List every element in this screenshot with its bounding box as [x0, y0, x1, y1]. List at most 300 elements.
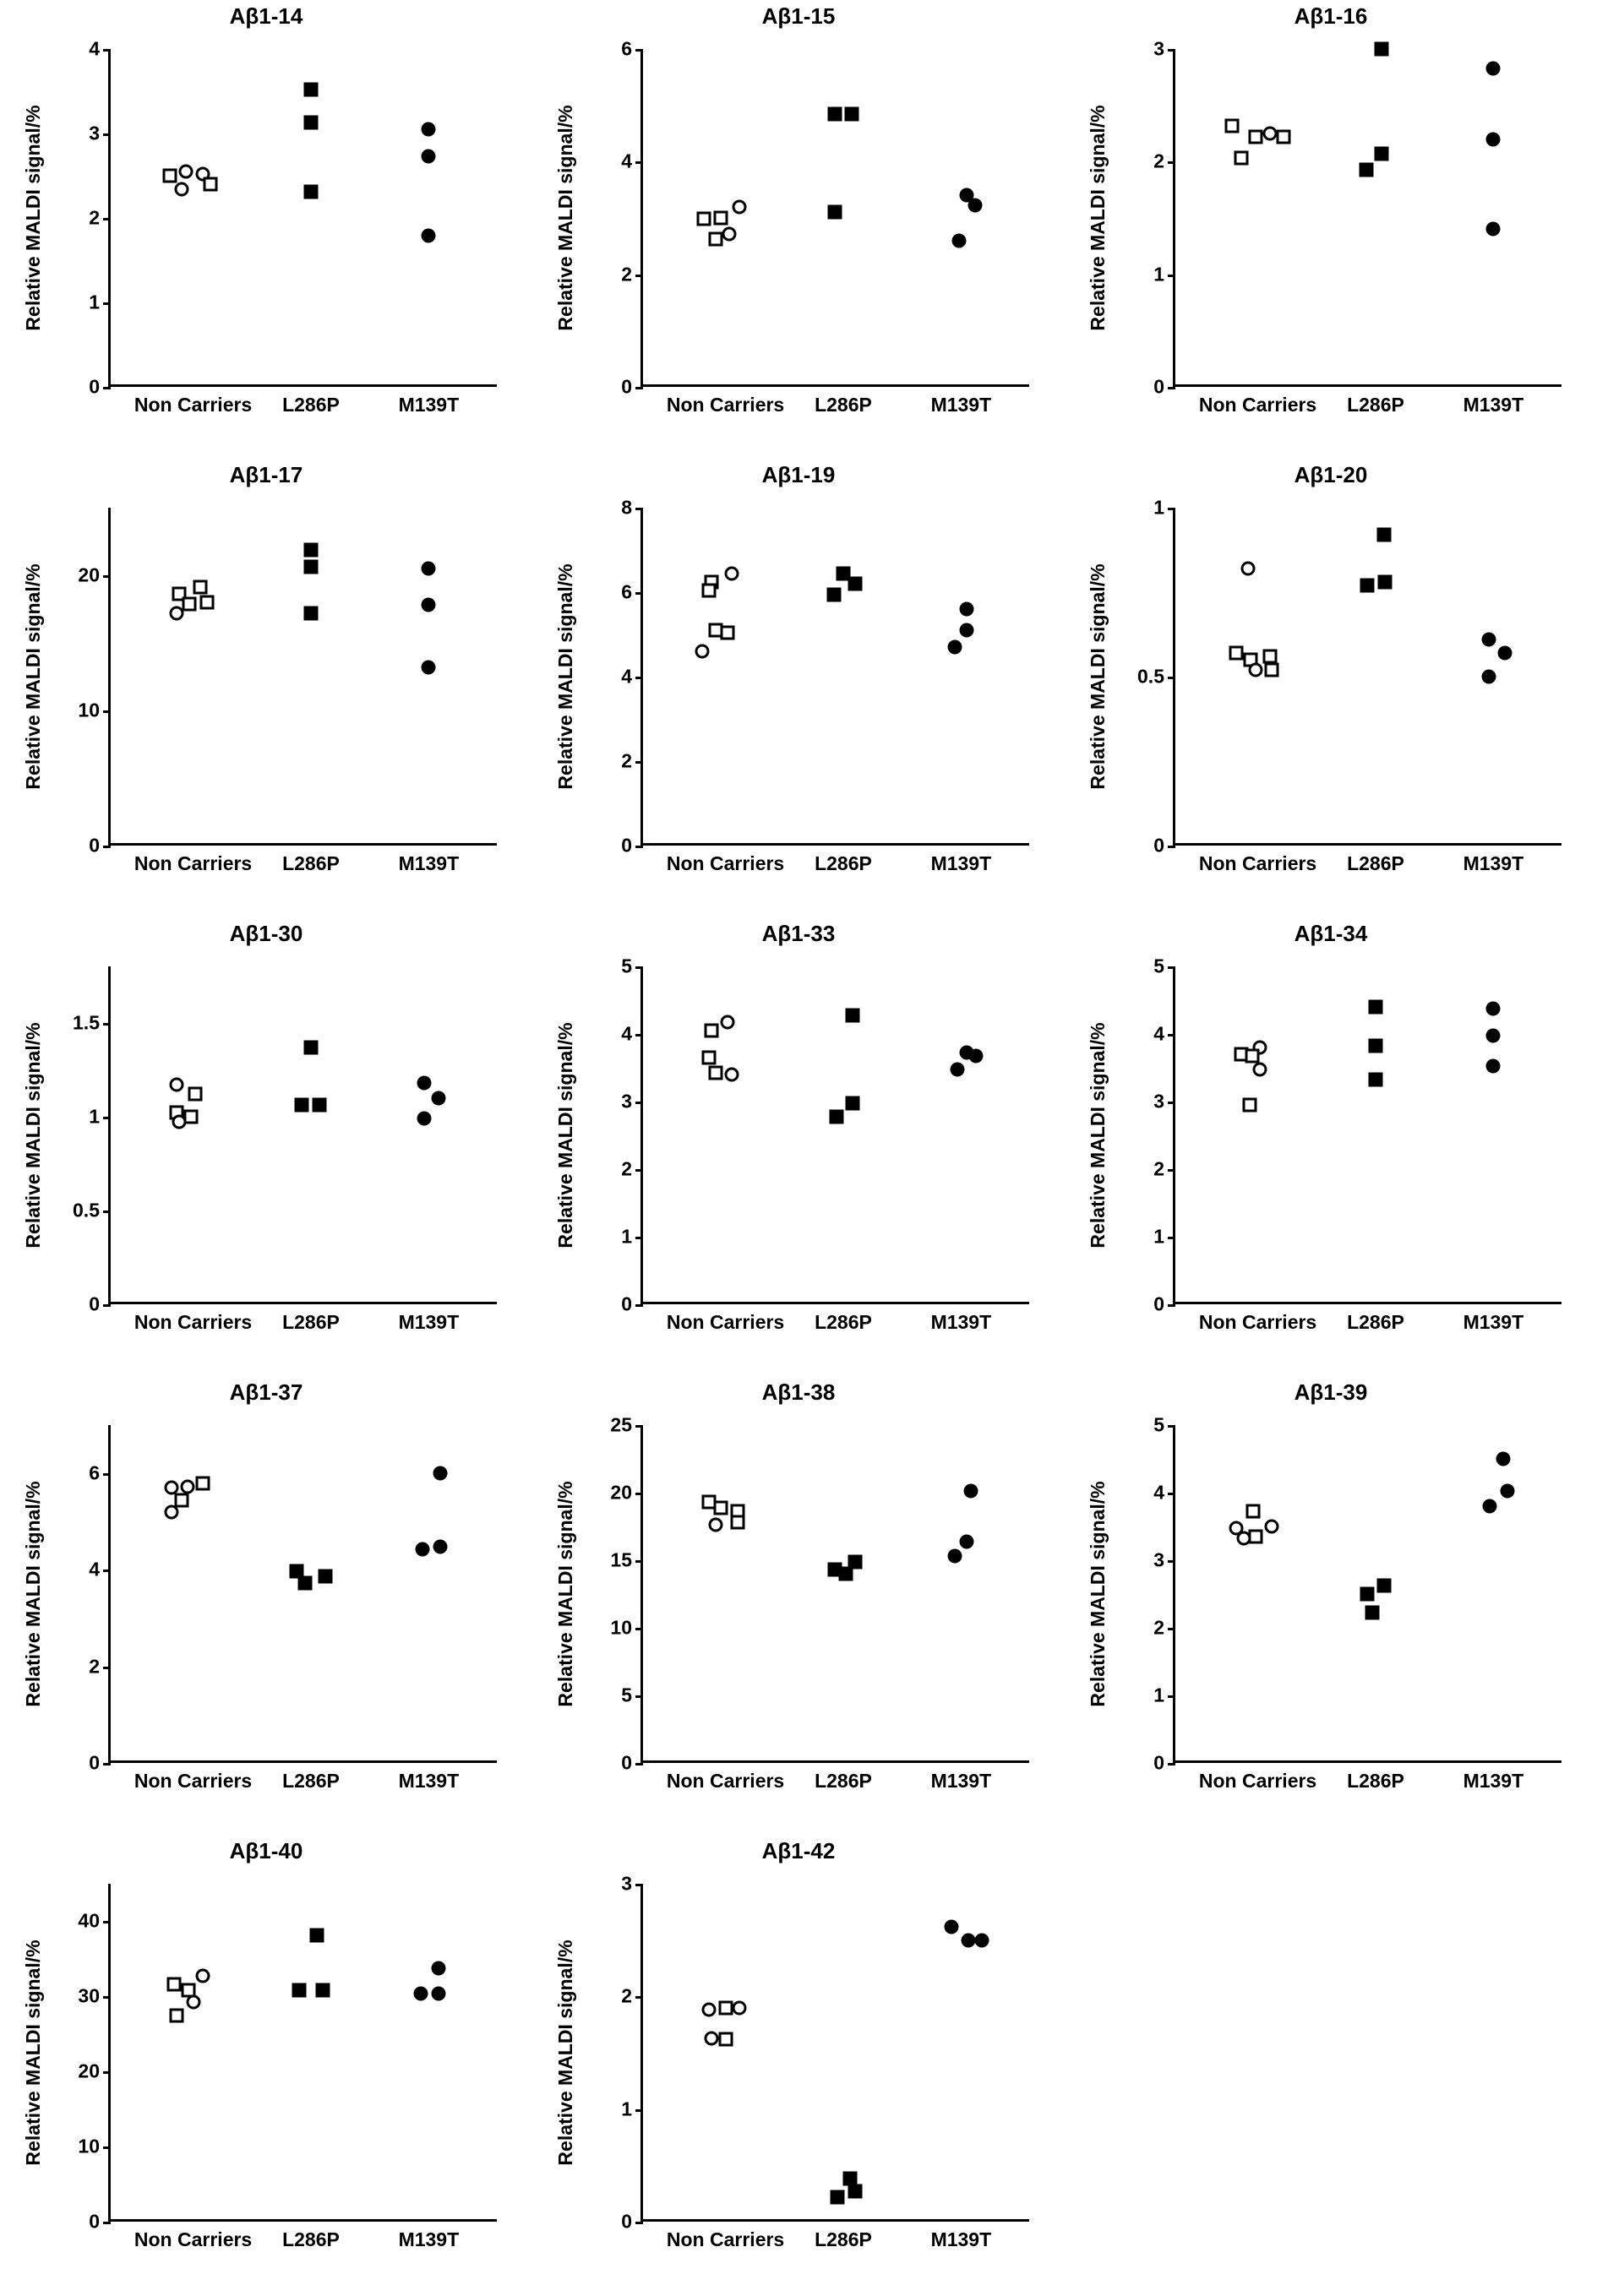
x-tick-label-1: Non Carriers [1198, 1770, 1317, 1792]
y-tick [635, 1169, 643, 1172]
data-point [303, 185, 318, 199]
data-point [1365, 1606, 1379, 1620]
data-point [1235, 151, 1249, 166]
y-tick-label: 0 [89, 1751, 100, 1774]
data-point [1360, 579, 1375, 593]
x-tick-label-2: L286P [1347, 1311, 1404, 1333]
y-tick [635, 1102, 643, 1104]
x-tick-label-2: L286P [282, 1311, 340, 1333]
y-tick-label: 3 [1153, 37, 1164, 60]
y-tick [103, 2071, 111, 2074]
y-tick-label: 1 [1153, 496, 1164, 519]
axes [1153, 1413, 1562, 1792]
data-point [963, 1484, 978, 1499]
data-point [431, 1961, 445, 1975]
data-point [1374, 147, 1388, 161]
data-point [1265, 1520, 1279, 1534]
data-point [848, 577, 862, 591]
data-point [1496, 1452, 1510, 1466]
axes [89, 1425, 497, 1792]
data-point [422, 660, 436, 674]
data-point [174, 1493, 188, 1507]
y-tick-label: 1 [1153, 263, 1164, 286]
data-point [303, 560, 318, 574]
data-point [195, 1969, 210, 1983]
data-point [162, 169, 177, 183]
x-tick-label-2: L286P [815, 852, 872, 874]
y-tick [1168, 1493, 1175, 1495]
y-tick-label: 5 [1153, 955, 1164, 977]
chart-panel [0, 0, 532, 459]
data-point [303, 542, 318, 557]
y-axis-label: Relative MALDI signal/% [22, 1481, 44, 1707]
y-tick-label: 4 [1153, 1481, 1164, 1504]
data-point [722, 226, 736, 241]
data-point [303, 1040, 318, 1054]
data-point [709, 1518, 723, 1532]
data-point [948, 1549, 962, 1564]
data-point [417, 1112, 431, 1126]
chart-title: Aβ1-15 [761, 3, 836, 29]
x-tick-label-1: Non Carriers [134, 852, 253, 874]
y-tick [635, 1884, 643, 1886]
y-tick-label: 0 [1153, 834, 1164, 857]
y-tick [1168, 1695, 1175, 1698]
y-tick [103, 2146, 111, 2149]
x-tick-label-2: L286P [815, 1770, 872, 1792]
y-tick-label: 0 [621, 375, 632, 398]
chart-panel [0, 459, 532, 917]
y-tick-label: 40 [78, 1909, 100, 1932]
chart-title: Aβ1-40 [229, 1838, 303, 1863]
y-tick [635, 1493, 643, 1495]
data-point [975, 1933, 989, 1947]
y-tick [1168, 966, 1175, 969]
y-tick-label: 2 [621, 1984, 632, 2007]
data-point [704, 1024, 718, 1038]
data-point [1242, 1098, 1256, 1113]
chart-panel [0, 1376, 532, 1835]
data-point [714, 1500, 728, 1515]
chart-panel [532, 1376, 1065, 1835]
y-tick [103, 846, 111, 848]
plot-area [0, 459, 532, 917]
chart-panel [1065, 459, 1597, 917]
data-point [846, 1096, 860, 1111]
y-tick [1168, 1425, 1175, 1428]
data-point [951, 1062, 965, 1076]
x-tick-label-2: L286P [1347, 394, 1404, 416]
data-point [721, 1015, 735, 1030]
y-tick [1168, 1237, 1175, 1239]
x-tick-label-3: M139T [930, 394, 992, 416]
y-axis-label: Relative MALDI signal/% [22, 1940, 44, 2166]
data-point [960, 602, 974, 617]
y-tick-label: 6 [621, 37, 632, 60]
axes [73, 966, 497, 1333]
y-tick [1168, 387, 1175, 389]
y-tick [103, 1117, 111, 1119]
data-point [309, 1929, 324, 1943]
y-tick [1168, 1034, 1175, 1036]
data-point [318, 1569, 332, 1583]
y-tick-label: 5 [621, 1684, 632, 1706]
y-tick-label: 0 [89, 2210, 100, 2233]
y-tick-label: 20 [78, 563, 100, 586]
x-tick-label-1: Non Carriers [134, 394, 253, 416]
data-point [829, 1109, 843, 1124]
chart-title: Aβ1-19 [761, 462, 836, 487]
y-tick-label: 25 [610, 1413, 632, 1436]
y-tick-label: 5 [621, 955, 632, 977]
y-tick [635, 161, 643, 164]
data-point [968, 199, 983, 213]
data-point [170, 606, 184, 620]
y-tick-label: 10 [78, 699, 100, 721]
data-point [200, 596, 215, 610]
x-tick-label-3: M139T [930, 1311, 992, 1333]
plot-area [1065, 0, 1597, 459]
chart-title: Aβ1-33 [761, 921, 836, 946]
y-tick-label: 3 [621, 1872, 632, 1895]
y-tick-label: 5 [1153, 1413, 1164, 1436]
axes [78, 508, 497, 874]
y-tick-label: 1 [1153, 1225, 1164, 1248]
data-point [433, 1540, 448, 1554]
data-point [828, 106, 842, 121]
y-tick-label: 1 [621, 2097, 632, 2120]
y-tick-label: 4 [89, 37, 100, 60]
y-tick [103, 218, 111, 220]
y-tick-label: 0 [1153, 1751, 1164, 1774]
data-point [1253, 1063, 1267, 1077]
data-point [204, 177, 218, 192]
x-tick-label-3: M139T [398, 1311, 460, 1333]
y-tick-label: 0 [621, 834, 632, 857]
y-tick-label: 4 [621, 665, 632, 688]
axes [621, 496, 1029, 874]
chart-title: Aβ1-37 [229, 1379, 303, 1405]
y-tick [1168, 49, 1175, 52]
plot-area [0, 1376, 532, 1835]
y-tick [1168, 1763, 1175, 1766]
y-tick [635, 1425, 643, 1428]
y-tick [1168, 1102, 1175, 1104]
y-tick-label: 3 [621, 1090, 632, 1113]
x-tick-label-3: M139T [398, 2228, 460, 2250]
y-tick [1168, 677, 1175, 679]
data-point [714, 211, 728, 226]
y-tick [103, 1304, 111, 1307]
data-point [292, 1983, 307, 1998]
chart-title: Aβ1-39 [1294, 1379, 1368, 1405]
data-point [303, 116, 318, 130]
chart-title: Aβ1-38 [761, 1379, 836, 1405]
data-point [1241, 562, 1256, 576]
data-point [1486, 1059, 1501, 1074]
x-tick-label-1: Non Carriers [666, 394, 785, 416]
y-tick [103, 133, 111, 136]
y-tick [635, 387, 643, 389]
x-tick-label-1: Non Carriers [1198, 1311, 1317, 1333]
data-point [1498, 646, 1513, 661]
data-point [1277, 130, 1291, 144]
data-point [1246, 1504, 1261, 1519]
y-axis-label: Relative MALDI signal/% [554, 1481, 576, 1707]
x-tick-label-3: M139T [1463, 1770, 1524, 1792]
y-tick-label: 2 [1153, 1157, 1164, 1180]
y-axis-label: Relative MALDI signal/% [554, 105, 576, 331]
y-tick [1168, 1628, 1175, 1630]
y-tick [635, 508, 643, 510]
data-point [826, 587, 841, 601]
y-axis-label: Relative MALDI signal/% [1087, 1481, 1109, 1707]
axes [621, 955, 1029, 1333]
axes [621, 37, 1029, 416]
data-point [422, 122, 436, 137]
y-tick-label: 4 [89, 1558, 100, 1581]
data-point [294, 1098, 308, 1113]
data-point [1376, 528, 1391, 542]
y-axis-label: Relative MALDI signal/% [1087, 1022, 1109, 1249]
x-tick-label-2: L286P [1347, 1770, 1404, 1792]
x-tick-label-3: M139T [398, 394, 460, 416]
data-point [960, 1534, 974, 1548]
data-point [1486, 61, 1501, 75]
y-tick [635, 2109, 643, 2112]
data-point [1486, 1001, 1501, 1015]
plot-area [1065, 1376, 1597, 1835]
data-point [951, 233, 966, 248]
data-point [718, 2000, 733, 2015]
y-tick-label: 0 [621, 2210, 632, 2233]
chart-panel [532, 459, 1065, 917]
x-tick-label-1: Non Carriers [1198, 852, 1317, 874]
data-point [1229, 646, 1244, 661]
y-tick-label: 0 [1153, 1292, 1164, 1315]
data-point [733, 199, 747, 214]
x-tick-label-1: Non Carriers [134, 2228, 253, 2250]
y-axis-label: Relative MALDI signal/% [554, 563, 576, 790]
y-tick-label: 1 [1153, 1684, 1164, 1706]
y-tick-label: 3 [1153, 1090, 1164, 1113]
y-tick [635, 1237, 643, 1239]
y-tick [103, 1996, 111, 1999]
y-tick-label: 1 [89, 1105, 100, 1128]
data-point [1483, 1499, 1497, 1514]
data-point [730, 1515, 744, 1530]
y-tick-label: 2 [89, 206, 100, 229]
y-tick-label: 20 [78, 2059, 100, 2082]
axes [1137, 496, 1562, 874]
y-tick [103, 1763, 111, 1766]
data-point [1248, 663, 1262, 677]
x-tick-label-3: M139T [398, 1770, 460, 1792]
y-tick [103, 387, 111, 389]
data-point [186, 1994, 200, 2009]
y-tick-label: 0 [89, 1292, 100, 1315]
x-tick-label-3: M139T [1463, 852, 1524, 874]
chart-panel [532, 0, 1065, 459]
y-tick-label: 2 [621, 1157, 632, 1180]
x-tick-label-2: L286P [282, 852, 340, 874]
data-point [828, 205, 842, 220]
chart-title: Aβ1-42 [761, 1838, 836, 1863]
data-point [718, 2032, 733, 2047]
y-tick [103, 1570, 111, 1572]
plot-area [0, 917, 532, 1376]
data-point [724, 1068, 739, 1082]
chart-title: Aβ1-17 [229, 462, 303, 487]
axes [621, 1872, 1029, 2250]
data-point [413, 1986, 428, 2000]
chart-panel [1065, 917, 1597, 1376]
y-tick [1168, 508, 1175, 510]
y-tick [103, 49, 111, 52]
y-axis-label: Relative MALDI signal/% [554, 1022, 576, 1249]
y-axis-label: Relative MALDI signal/% [1087, 105, 1109, 331]
y-tick-label: 0 [89, 375, 100, 398]
axes [610, 1413, 1029, 1792]
data-point [179, 165, 193, 179]
x-tick-label-1: Non Carriers [1198, 394, 1317, 416]
data-point [433, 1466, 448, 1481]
y-tick [635, 1695, 643, 1698]
y-tick [635, 966, 643, 969]
x-tick-label-1: Non Carriers [666, 852, 785, 874]
y-tick [635, 1304, 643, 1307]
y-tick-label: 1 [89, 291, 100, 313]
data-point [183, 596, 197, 611]
data-point [1378, 575, 1393, 590]
y-tick-label: 3 [89, 122, 100, 144]
x-tick-label-3: M139T [1463, 1311, 1524, 1333]
plot-area [0, 0, 532, 459]
data-point [422, 562, 436, 576]
data-point [298, 1576, 313, 1591]
x-tick-label-2: L286P [282, 394, 340, 416]
chart-title: Aβ1-14 [229, 3, 303, 29]
y-tick-label: 2 [621, 263, 632, 286]
x-tick-label-3: M139T [398, 852, 460, 874]
y-tick-label: 0 [621, 1292, 632, 1315]
y-tick [635, 1996, 643, 1999]
data-point [422, 598, 436, 612]
y-tick [635, 1763, 643, 1766]
data-point [303, 83, 318, 97]
data-point [844, 106, 858, 121]
y-tick-label: 4 [621, 150, 632, 172]
y-tick [635, 846, 643, 848]
data-point [1486, 1028, 1501, 1042]
chart-panel [1065, 1376, 1597, 1835]
y-tick [1168, 1560, 1175, 1563]
plot-area [1065, 459, 1597, 917]
y-axis-label: Relative MALDI signal/% [1087, 563, 1109, 790]
y-tick [103, 2222, 111, 2224]
y-tick [635, 677, 643, 679]
data-point [960, 623, 974, 638]
data-point [1376, 1579, 1391, 1593]
y-tick-label: 3 [1153, 1548, 1164, 1571]
axes [1153, 955, 1562, 1333]
axes [78, 1884, 497, 2250]
y-tick-label: 0 [621, 1751, 632, 1774]
x-tick-label-2: L286P [282, 1770, 340, 1792]
data-point [969, 1048, 984, 1063]
y-tick [103, 1023, 111, 1026]
x-tick-label-2: L286P [815, 2228, 872, 2250]
data-point [724, 566, 739, 580]
plot-area [532, 917, 1065, 1376]
y-tick-label: 8 [621, 496, 632, 519]
data-point [193, 580, 207, 595]
axes [89, 37, 497, 416]
data-point [1245, 1048, 1259, 1063]
y-axis-label: Relative MALDI signal/% [554, 1940, 576, 2166]
y-tick [635, 592, 643, 595]
chart-panel [0, 917, 532, 1376]
y-tick-label: 0.5 [73, 1199, 100, 1221]
y-tick-label: 15 [610, 1548, 632, 1571]
data-point [170, 1078, 184, 1092]
data-point [172, 1115, 186, 1129]
y-tick [1168, 161, 1175, 164]
y-axis-label: Relative MALDI signal/% [22, 1022, 44, 1249]
y-tick [103, 1211, 111, 1213]
chart-panel [1065, 0, 1597, 459]
data-point [697, 212, 711, 226]
data-point [1359, 162, 1373, 177]
data-point [831, 2190, 845, 2204]
y-tick-label: 20 [610, 1481, 632, 1504]
data-point [422, 150, 436, 164]
data-point [417, 1075, 431, 1090]
chart-panel [532, 1835, 1065, 2293]
axes [1153, 37, 1562, 416]
data-point [188, 1087, 203, 1102]
y-tick-label: 0 [89, 834, 100, 857]
y-tick-label: 10 [78, 2135, 100, 2157]
x-tick-label-1: Non Carriers [666, 1770, 785, 1792]
y-tick [635, 1628, 643, 1630]
y-tick-label: 4 [621, 1022, 632, 1045]
data-point [195, 1476, 210, 1490]
y-tick [635, 761, 643, 764]
data-point [846, 1009, 860, 1023]
chart-panel [0, 1835, 532, 2293]
data-point [303, 606, 318, 620]
data-point [422, 229, 436, 243]
x-tick-label-2: L286P [282, 2228, 340, 2250]
y-tick-label: 4 [1153, 1022, 1164, 1045]
x-tick-label-2: L286P [815, 1311, 872, 1333]
y-tick-label: 6 [621, 580, 632, 603]
chart-title: Aβ1-30 [229, 921, 303, 946]
data-point [165, 1504, 179, 1519]
data-point [431, 1091, 445, 1105]
data-point [838, 1567, 853, 1581]
data-point [1265, 663, 1279, 677]
y-axis-label: Relative MALDI signal/% [22, 563, 44, 790]
data-point [1374, 42, 1388, 57]
data-point [721, 625, 735, 639]
data-point [416, 1542, 430, 1557]
plot-area [532, 1835, 1065, 2293]
data-point [704, 2031, 718, 2045]
y-tick [103, 1667, 111, 1669]
data-point [170, 2009, 184, 2023]
